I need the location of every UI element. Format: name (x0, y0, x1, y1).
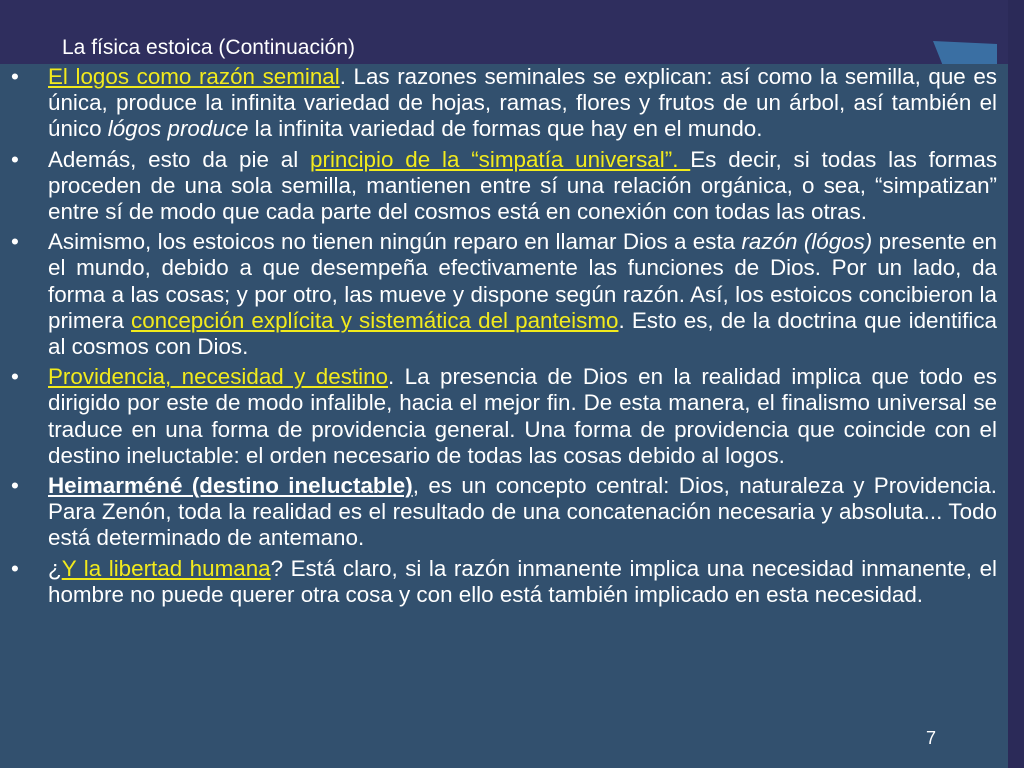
highlight-term: concepción explícita y sistemática del panteismo (131, 307, 619, 333)
highlight-term: Y la libertad humana (61, 555, 271, 581)
page-number: 7 (926, 728, 937, 748)
bullet-text-tail: la infinita variedad de formas que hay en el mundo. (248, 116, 763, 142)
slide-title: La física estoica (Continuación) (62, 36, 355, 59)
right-border-bar (1008, 0, 1024, 768)
bullet-libertad (0, 556, 1008, 608)
bullet-marker: • (11, 364, 19, 390)
bullet-text-pre: ¿ (48, 555, 62, 581)
bullet-list (0, 64, 1008, 612)
bullet-text-tail: . Esto es, de la doctrina que identifica al cosmos con Dios. (48, 307, 997, 360)
highlight-term: El logos como razón seminal (48, 64, 340, 89)
bullet-marker: • (11, 555, 19, 581)
bullet-providencia (0, 364, 1008, 469)
bullet-text: . Las razones seminales se explican: así como la semilla, que es única, produce la infinita variedad de hojas, ramas, flores y frutos de un árbol, así también el único (48, 64, 997, 142)
highlight-term: principio de la “simpatía universal”. (310, 146, 691, 172)
highlight-term: Providencia, necesidad y destino (48, 364, 389, 390)
bullet-text: , es un concepto central: Dios, naturaleza y Providencia. Para Zenón, toda la realidad es el resultado de una concatenación necesaria y absoluta... Todo está determinado de antemano. (48, 473, 998, 551)
content-panel (0, 64, 1008, 768)
bold-term: Heimarméné (destino ineluctable) (48, 473, 413, 499)
bullet-marker: • (11, 473, 19, 499)
bullet-heimarmene (0, 473, 1008, 552)
bullet-marker: • (11, 64, 19, 89)
bullet-text: ? Está claro, si la razón inmanente implica una necesidad inmanente, el hombre no puede querer otra cosa y con ello está también implicado en esta necesidad. (48, 555, 997, 607)
bullet-text: . La presencia de Dios en la realidad implica que todo es dirigido por este de modo infalible, hacia el mejor fin. De esta manera, el finalismo universal se traduce en una forma de providencia general. Una forma de providencia que coincide con el destino ineluctable: el orden necesario de todas las cosas debido al logos. (48, 364, 997, 468)
bullet-text: Es decir, si todas las formas proceden de una sola semilla, mantienen entre sí una relación orgánica, o sea, “simpatizan” entre sí de modo que cada parte del cosmos está en conexión con todas las otras. (48, 146, 998, 225)
title-band (0, 0, 1008, 64)
bullet-marker: • (11, 146, 19, 172)
bullet-text-pre: Además, esto da pie al (48, 146, 311, 172)
italic-term: razón (lógos) (741, 229, 873, 255)
bullet-marker: • (11, 229, 19, 255)
bullet-panteismo (0, 229, 1008, 360)
bullet-simpatia (0, 147, 1008, 226)
italic-term: lógos produce (107, 116, 249, 142)
bullet-text-pre: Asimismo, los estoicos no tienen ningún reparo en llamar Dios a esta (48, 229, 742, 255)
bullet-logos-seminal (0, 64, 1008, 143)
bullet-text: presente en el mundo, debido a que desempeña efectivamente las funciones de Dios. Por un lado, da forma a las cosas; y por otro, las mueve y dispone según razón. Así, los estoicos concibieron la primera (48, 229, 997, 333)
